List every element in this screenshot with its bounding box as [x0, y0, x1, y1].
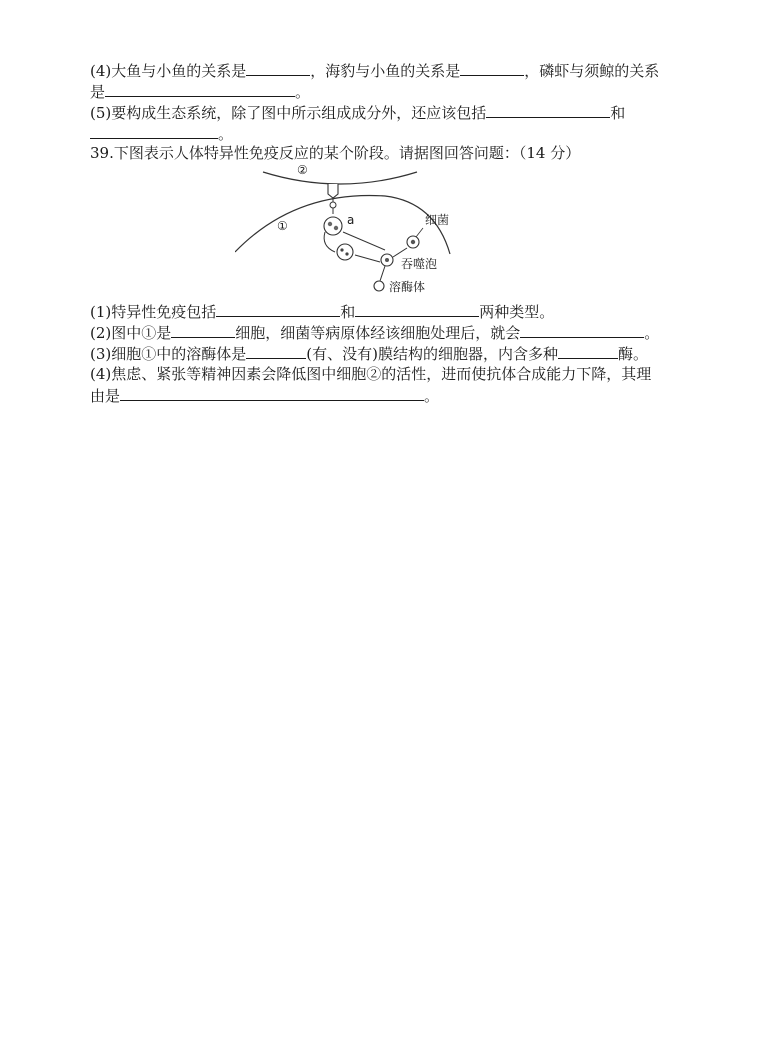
q39-s3	[90, 343, 648, 364]
arrow-to-fused	[355, 255, 380, 262]
s4-blank[interactable]	[120, 385, 424, 401]
q4-line-2	[90, 81, 310, 102]
q5-and: 和	[610, 104, 626, 122]
s3-end: 酶。	[617, 345, 648, 363]
s1-blank-1[interactable]	[216, 301, 340, 317]
fused-vesicle-icon	[337, 244, 353, 260]
q4-blank-1[interactable]	[246, 60, 310, 76]
cell-1-label: ①	[277, 219, 288, 233]
s2-mid: 细胞，细菌等病原体经该细胞处理后，就会	[235, 324, 521, 342]
q39-s4-line-2	[90, 385, 439, 406]
arrow-bacteria-phagosome	[393, 248, 407, 257]
bacteria-pointer	[416, 228, 423, 237]
q39-s2	[90, 322, 659, 343]
q39-s1	[90, 301, 554, 322]
s1-end: 两种类型。	[479, 303, 555, 321]
antigen-icon	[330, 202, 336, 208]
fused-particle	[340, 248, 343, 251]
q4-mid-1: ，海豹与小鱼的关系是	[310, 62, 461, 80]
q4-line2-label: 是	[90, 83, 106, 101]
phagosome-label: 吞噬泡	[401, 257, 438, 271]
s2-blank-2[interactable]	[520, 322, 644, 338]
vesicle-a-icon	[324, 217, 342, 235]
lysosome-label: 溶酶体	[389, 280, 426, 294]
cell-2-membrane	[263, 172, 417, 184]
s2-end: 。	[644, 324, 660, 342]
q5-line-1	[90, 102, 625, 123]
q39-s4-line-1: (4)焦虑、紧张等精神因素会降低图中细胞②的活性，进而使抗体合成能力下降，其理	[90, 365, 652, 383]
a-label: a	[347, 213, 355, 227]
q4-line-1	[90, 60, 659, 81]
q4-blank-3[interactable]	[105, 81, 295, 97]
q39-title: 39.下图表示人体特异性免疫反应的某个阶段。请据图回答问题：（14 分）	[90, 144, 581, 162]
fused-particle	[345, 252, 348, 255]
lysosome-icon	[374, 281, 384, 291]
receptor-icon	[328, 184, 338, 198]
s3-blank-2[interactable]	[558, 343, 618, 359]
cell-2-label: ②	[297, 163, 308, 177]
s2-blank-1[interactable]	[171, 322, 235, 338]
s3-blank-1[interactable]	[246, 343, 306, 359]
q4-blank-2[interactable]	[460, 60, 524, 76]
s1-blank-2[interactable]	[355, 301, 479, 317]
bacteria-label: 细菌	[425, 213, 450, 227]
vesicle-a-particle	[334, 226, 338, 230]
s1-and: 和	[340, 303, 356, 321]
s2-label: (2)图中①是	[90, 324, 172, 342]
q4-end: 。	[295, 83, 311, 101]
q4-mid-2: ，磷虾与须鲸的关系	[524, 62, 660, 80]
s3-label: (3)细胞①中的溶酶体是	[90, 345, 247, 363]
phagosome-core	[385, 258, 389, 262]
s1-label: (1)特异性免疫包括	[90, 303, 217, 321]
immune-diagram	[235, 162, 465, 298]
q5-blank-1[interactable]	[486, 102, 610, 118]
s4-end: 。	[424, 387, 440, 405]
bacteria-core	[411, 240, 415, 244]
arrow-lysosome	[380, 266, 385, 281]
q5-line-2	[90, 123, 233, 144]
s4-line2-label: 由是	[90, 387, 121, 405]
vesicle-a-particle	[328, 222, 332, 226]
q5-blank-2[interactable]	[90, 123, 218, 139]
q4-label: (4)大鱼与小鱼的关系是	[90, 62, 247, 80]
q5-label: (5)要构成生态系统，除了图中所示组成成分外，还应该包括	[90, 104, 487, 122]
s3-mid: (有、没有)膜结构的细胞器，内含多种	[306, 345, 558, 363]
q5-end: 。	[218, 125, 234, 143]
